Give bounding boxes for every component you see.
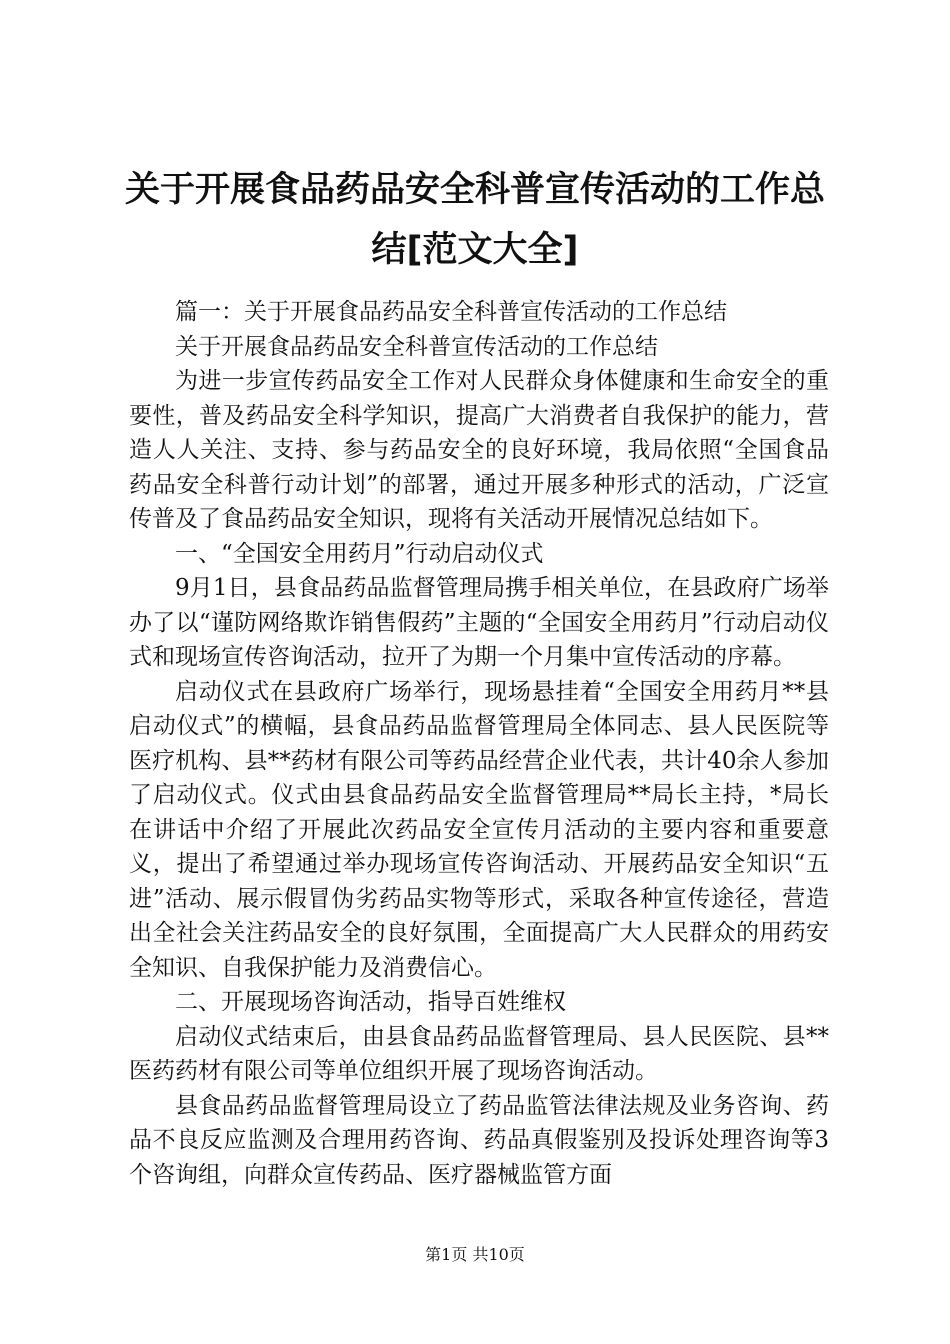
- paragraph: 县食品药品监督管理局设立了药品监管法律法规及业务咨询、药品不良反应监测及合理用药咨询、药品真假鉴别及投诉处理咨询等3个咨询组，向群众宣传药品、医疗器械监管方面: [129, 1092, 829, 1188]
- section-heading: 篇一：关于开展食品药品安全科普宣传活动的工作总结: [175, 299, 727, 325]
- document-body: [129, 295, 829, 1192]
- paragraph: 9月1日，县食品药品监督管理局携手相关单位，在县政府广场举办了以“谨防网络欺诈销售假药”主题的“全国安全用药月”行动启动仪式和现场宣传咨询活动，拉开了为期一个月集中宣传活动的序幕。: [129, 575, 829, 670]
- paragraph: 启动仪式在县政府广场举行，现场悬挂着“全国安全用药月**县启动仪式”的横幅，县食品药品监督管理局全体同志、县人民医院等医疗机构、县**药材有限公司等药品经营企业代表，共计40余人参加了启动仪式。仪式由县食品药品安全监督管理局**局长主持，*局长在讲话中介绍了开展此次药品安全宣传月活动的主要内容和重要意义，提出了希望通过举办现场宣传咨询活动、开展药品安全知识“五进”活动、展示假冒伪劣药品实物等形式，采取各种宣传途径，营造出全社会关注药品安全的良好氛围，全面提高广大人民群众的用药安全知识、自我保护能力及消费信心。: [129, 678, 829, 981]
- subtitle-line: 关于开展食品药品安全科普宣传活动的工作总结: [175, 333, 658, 360]
- title-line-1: 关于开展食品药品安全科普宣传活动的工作总: [124, 170, 825, 210]
- page-title: [100, 160, 850, 280]
- paragraph: 启动仪式结束后，由县食品药品监督管理局、县人民医院、县**医药药材有限公司等单位组织开展了现场咨询活动。: [129, 1023, 829, 1084]
- section-heading: 一、“全国安全用药月”行动启动仪式: [175, 540, 544, 567]
- section-heading: 二、开展现场咨询活动，指导百姓维权: [175, 989, 566, 1015]
- title-line-2: 结[范文大全]: [371, 230, 579, 270]
- page-number: 第1页 共10页: [425, 1245, 525, 1264]
- paragraph-intro: 为进一步宣传药品安全工作对人民群众身体健康和生命安全的重要性，普及药品安全科学知识，提高广大消费者自我保护的能力，营造人人关注、支持、参与药品安全的良好环境，我局依照“全国食品药品安全科普行动计划”的部署，通过开展多种形式的活动，广泛宣传普及了食品药品安全知识，现将有关活动开展情况总结如下。: [129, 368, 829, 532]
